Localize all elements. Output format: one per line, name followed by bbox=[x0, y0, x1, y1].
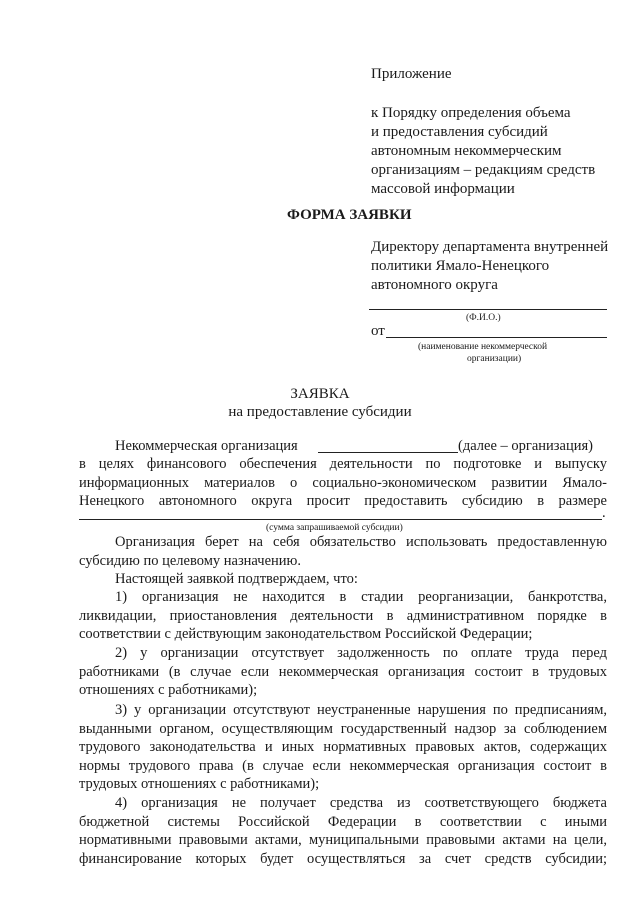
fio-caption: (Ф.И.О.) bbox=[466, 313, 501, 323]
text-line: 1) организация не находится в стадии реорганизации, банкротства, bbox=[115, 589, 607, 605]
text-line: в целях финансового обеспечения деятельности по подготовке и выпуску bbox=[79, 456, 607, 472]
intro-period: . bbox=[602, 505, 606, 521]
org-caption: (наименование некоммерческой bbox=[418, 342, 548, 352]
addressee-line: автономного округа bbox=[371, 277, 498, 293]
org-underline bbox=[386, 337, 607, 338]
intro-line-end: (далее – организация) bbox=[458, 438, 593, 454]
form-title: ФОРМА ЗАЯВКИ bbox=[287, 207, 412, 223]
appendix-line: автономным некоммерческим bbox=[371, 143, 562, 159]
text-line: 3) у организации отсутствуют неустраненные нарушения по предписаниям, bbox=[115, 702, 607, 718]
text-line: нормы трудового права (в случае если некоммерческая организация состоит в bbox=[79, 757, 607, 774]
list-item bbox=[79, 588, 607, 644]
text-line: трудового законодательства и иных нормативных правовых актов, содержащих bbox=[79, 739, 607, 756]
text-line: трудовых отношениях с работниками); bbox=[79, 776, 320, 793]
list-item bbox=[79, 794, 607, 868]
appendix-line: к Порядку определения объема bbox=[371, 105, 571, 121]
list-item bbox=[79, 644, 607, 700]
addressee-line: политики Ямало-Ненецкого bbox=[371, 258, 550, 274]
fio-underline bbox=[369, 309, 607, 310]
text-line: отношениях с работниками); bbox=[79, 682, 258, 699]
confirm-text: Настоящей заявкой подтверждаем, что: bbox=[115, 571, 358, 587]
text-line: соответствии с действующим законодательством Российской Федерации; bbox=[79, 626, 533, 643]
appendix-line: организациям – редакциям средств bbox=[371, 162, 596, 178]
org-name-blank bbox=[318, 452, 458, 453]
amount-caption: (сумма запрашиваемой субсидии) bbox=[266, 523, 403, 533]
amount-blank bbox=[79, 519, 602, 520]
obligation-paragraph bbox=[79, 533, 607, 570]
heading-title: ЗАЯВКА bbox=[290, 386, 350, 402]
addressee-line: Директору департамента внутренней bbox=[371, 239, 609, 255]
list-item bbox=[79, 701, 607, 794]
text-line: информационных материалов о социально-экономическом развитии Ямало- bbox=[79, 474, 607, 491]
text-line: 2) у организации отсутствует задолженность по оплате труда перед bbox=[115, 645, 607, 661]
appendix-line: массовой информации bbox=[371, 181, 515, 197]
text-line: выданными органом, осуществляющим государственный надзор за соблюдением bbox=[79, 720, 607, 737]
from-label: от bbox=[371, 323, 385, 339]
text-line: бюджетной системы Российской Федерации в соответствии с иными bbox=[79, 813, 607, 830]
heading-subtitle: на предоставление субсидии bbox=[228, 404, 412, 420]
text-line: Организация берет на себя обязательство использовать предоставленную bbox=[115, 534, 607, 550]
org-caption: организации) bbox=[467, 354, 522, 364]
text-line: Ненецкого автономного округа просит предоставить субсидию в размере bbox=[79, 493, 607, 510]
text-line: работниками (в случае если некоммерческая организация состоит в трудовых bbox=[79, 663, 607, 680]
text-line: нормативными правовыми актами, муниципальными правовыми актами на цели, bbox=[79, 832, 607, 849]
intro-line-start: Некоммерческая организация bbox=[115, 438, 298, 454]
appendix-title: Приложение bbox=[371, 66, 452, 82]
text-line: субсидию по целевому назначению. bbox=[79, 552, 301, 569]
text-line: ликвидации, приостановления деятельности в административном порядке в bbox=[79, 607, 607, 624]
intro-paragraph bbox=[79, 455, 607, 511]
appendix-line: и предоставления субсидий bbox=[371, 124, 548, 140]
text-line: 4) организация не получает средства из соответствующего бюджета bbox=[115, 795, 607, 811]
text-line: финансирование которых будет осуществляться за счет средств субсидии; bbox=[79, 850, 607, 867]
